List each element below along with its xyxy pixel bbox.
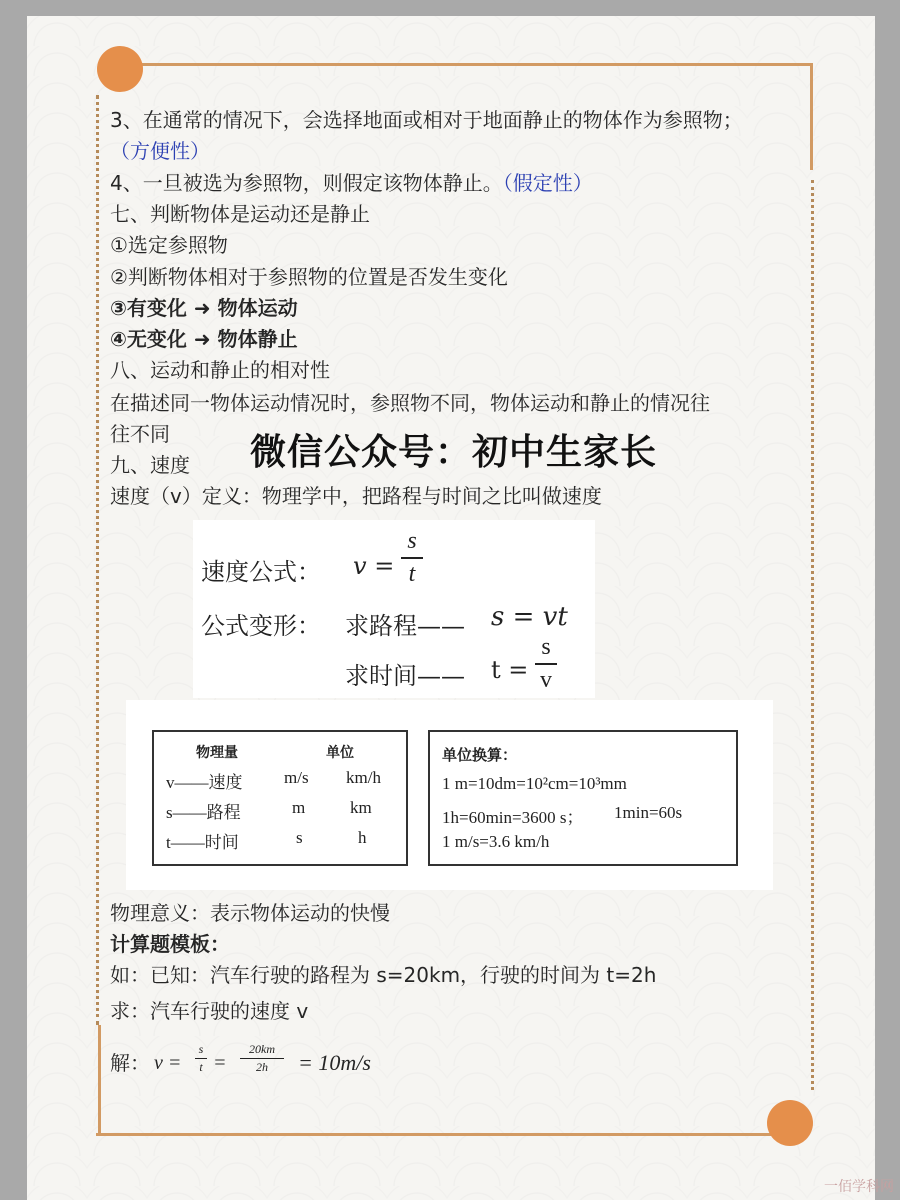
units-row-quantity: t——时间 [166,833,239,852]
left-rule [98,1025,101,1135]
bottom-decor-circle [767,1100,813,1146]
speed-formula-denominator: t [408,561,416,587]
template-heading: 计算题模板： [110,932,230,956]
solution-fraction-2 [240,1042,284,1075]
example-given: 如：已知：汽车行驶的路程为 s=20km，行驶的时间为 t=2h [110,963,657,987]
units-row-unit-1: m [292,798,306,817]
solution-label: 解： [110,1051,150,1075]
speed-formula-label: 速度公式： [201,558,321,586]
units-panel [126,700,773,890]
text-line-10: 在描述同一物体运动情况时，参照物不同，物体运动和静止的情况往 [110,391,710,415]
fraction-bar [240,1058,284,1059]
formula-panel [193,520,595,698]
text-line-11: 往不同 [110,422,170,446]
distance-label: 求路程—— [345,612,465,640]
transform-label: 公式变形： [201,612,321,640]
units-row-unit-2: h [358,828,367,847]
fraction-bar [195,1058,207,1059]
text-line-5: ①选定参照物 [110,233,228,257]
text-line-8: ④无变化 ➜ 物体静止 [110,327,298,351]
top-rule [140,63,812,66]
conversion-line-2a: 1h=60min=3600 s； [442,808,584,827]
conversion-title: 单位换算： [442,748,518,764]
solution-fraction-2-numerator: 20km [249,1042,275,1056]
fraction-bar [401,557,423,559]
right-rule [810,63,813,170]
section-eight-heading: 八、运动和静止的相对性 [110,358,330,382]
conversion-line-3: 1 m/s=3.6 km/h [442,832,550,851]
time-formula-denominator: v [540,667,552,693]
solution-fraction-1 [195,1042,207,1075]
speed-definition: 速度（v）定义：物理学中，把路程与时间之比叫做速度 [110,484,602,508]
conversion-line-1: 1 m=10dm=10²cm=10³mm [442,774,627,793]
text-line-3 [110,168,593,198]
section-nine-heading: 九、速度 [110,453,190,477]
units-row-quantity: v——速度 [166,773,243,792]
text-line-7: ③有变化 ➜ 物体运动 [110,296,298,320]
bottom-rule [96,1133,778,1136]
time-formula-numerator: s [541,634,551,660]
top-decor-circle [97,46,143,92]
text-line-3-main: 4、一旦被选为参照物，则假定该物体静止。 [110,171,503,195]
units-row-quantity: s——路程 [166,803,241,822]
text-line-6: ②判断物体相对于参照物的位置是否发生变化 [110,265,508,289]
solution-equals: = [213,1052,227,1074]
time-formula-lhs: t = [491,656,529,684]
text-line-3-tag: （假定性） [502,171,593,195]
units-header-quantity: 物理量 [196,746,238,761]
solution-result: = 10m/s [298,1050,371,1075]
units-header-unit: 单位 [326,746,354,761]
time-formula-fraction [535,634,557,694]
conversion-line-2b: 1min=60s [614,803,683,822]
speed-formula-fraction [401,528,423,588]
time-label: 求时间—— [345,662,465,690]
physical-meaning: 物理意义：表示物体运动的快慢 [110,901,390,925]
units-row-unit-1: m/s [284,768,309,787]
right-dotted-border [811,180,814,1090]
units-table [152,730,408,866]
section-seven-heading: 七、判断物体是运动还是静止 [110,202,370,226]
conversion-table [428,730,738,866]
solution-lhs: v = [154,1052,182,1074]
solution-fraction-1-denominator: t [199,1060,203,1074]
distance-formula: s = vt [491,602,568,632]
text-line-1: 3、在通常的情况下，会选择地面或相对于地面静止的物体作为参照物； [110,108,743,132]
fraction-bar [535,663,557,665]
solution-fraction-2-denominator: 2h [256,1060,268,1074]
units-row-unit-2: km/h [346,768,381,787]
solution-fraction-1-numerator: s [198,1042,204,1056]
wechat-watermark: 微信公众号：初中生家长 [250,432,658,473]
example-find: 求：汽车行驶的速度 v [110,999,309,1023]
left-dotted-border [96,95,99,1025]
text-line-2: （方便性） [110,139,210,163]
speed-formula-lhs: v = [353,552,395,580]
speed-formula-numerator: s [407,528,417,554]
corner-watermark: 一佰学科网 [824,1179,894,1195]
units-row-unit-1: s [296,828,303,847]
units-row-unit-2: km [350,798,372,817]
